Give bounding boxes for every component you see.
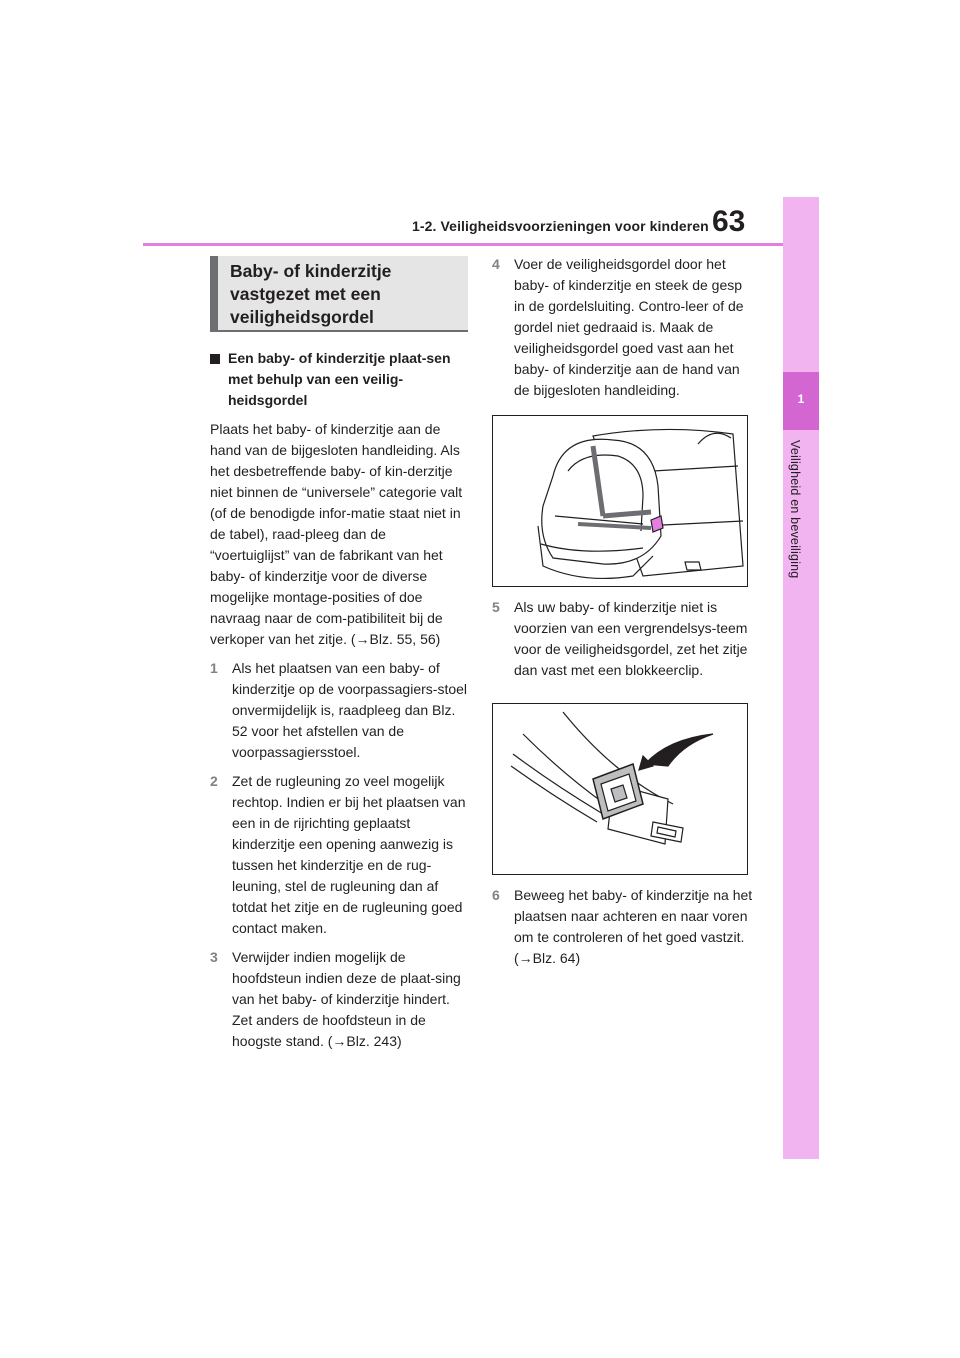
locking-clip-illustration xyxy=(492,703,748,875)
locking-clip-drawing xyxy=(493,704,747,874)
chapter-number: 1 xyxy=(797,392,805,406)
step-text: Zet de rugleuning zo veel mogelijk rechtop. Indien er bij het plaatsen van een in de rijrichting geplaatst kinderzitje een opening aanwezig is tussen het kinderzitje en de rug-leuning, stel de rugleuning dan af totdat het zitje en de rugleuning goed contact maken. xyxy=(232,773,466,936)
step-number: 1 xyxy=(210,660,218,676)
header-rule xyxy=(143,243,789,246)
left-column xyxy=(210,340,468,1052)
chapter-side-tab xyxy=(783,197,819,1159)
subheading xyxy=(210,348,468,411)
section-heading-box xyxy=(210,256,468,332)
step-6 xyxy=(492,885,754,969)
square-bullet-icon xyxy=(210,354,220,364)
step-1 xyxy=(210,658,468,763)
step-number: 4 xyxy=(492,256,500,272)
section-title: Baby- of kinderzitje vastgezet met een veiligheidsgordel xyxy=(230,261,392,327)
step-5 xyxy=(492,597,754,681)
child-seat-illustration xyxy=(492,415,748,587)
step-text: Verwijder indien mogelijk de hoofdsteun indien deze de plaat-sing van het baby- of kinderzitje hindert. Zet anders de hoofdsteun in de hoogste stand. (→Blz. 243) xyxy=(232,949,461,1049)
step-number: 3 xyxy=(210,949,218,965)
child-seat-drawing xyxy=(493,416,747,586)
step-text: Als uw baby- of kinderzitje niet is voorzien van een vergrendelsys-teem voor de veiligheidsgordel, zet het zitje dan vast met een blokkeerclip. xyxy=(514,599,748,678)
step-3 xyxy=(210,947,468,1052)
step-text: Beweeg het baby- of kinderzitje na het plaatsen naar achteren en naar voren om te controleren of het goed vastzit. (→Blz. 64) xyxy=(514,887,753,966)
page-number: 63 xyxy=(712,205,746,238)
chapter-label: Veiligheid en beveiliging xyxy=(788,440,802,579)
subheading-text: Een baby- of kinderzitje plaat-sen met behulp van een veilig-heidsgordel xyxy=(228,350,451,408)
step-number: 6 xyxy=(492,887,500,903)
header-section-title: 1-2. Veiligheidsvoorzieningen voor kinderen xyxy=(412,218,709,234)
step-2 xyxy=(210,771,468,939)
step-text: Als het plaatsen van een baby- of kinderzitje op de voorpassagiers-stoel onvermijdelijk is, raadpleeg dan Blz. 52 voor het afstellen van de voorpassagiersstoel. xyxy=(232,660,468,760)
intro-paragraph: Plaats het baby- of kinderzitje aan de hand van de bijgesloten handleiding. Als het desbetreffende baby- of kin-derzitje niet binnen de “universele” categorie valt (of de benodigde infor-matie staat niet in de tabel), raad-pleeg dan de “voertuiglijst” van de fabrikant van het baby- of kinderzitje voor de diverse mogelijke montage-posities of doe navraag naar de com-patibiliteit bij de verkoper van het zitje. (→Blz. 55, 56) xyxy=(210,421,463,647)
step-4 xyxy=(492,254,754,401)
step-text: Voer de veiligheidsgordel door het baby- of kinderzitje en steek de gesp in de gordelsluiting. Contro-leer of de gordel niet gedraaid is. Maak de veiligheidsgordel goed vast aan het baby- of kinderzitje aan de hand van de bijgesloten handleiding. xyxy=(514,256,744,398)
step-number: 5 xyxy=(492,599,500,615)
step-number: 2 xyxy=(210,773,218,789)
right-column xyxy=(492,254,754,969)
